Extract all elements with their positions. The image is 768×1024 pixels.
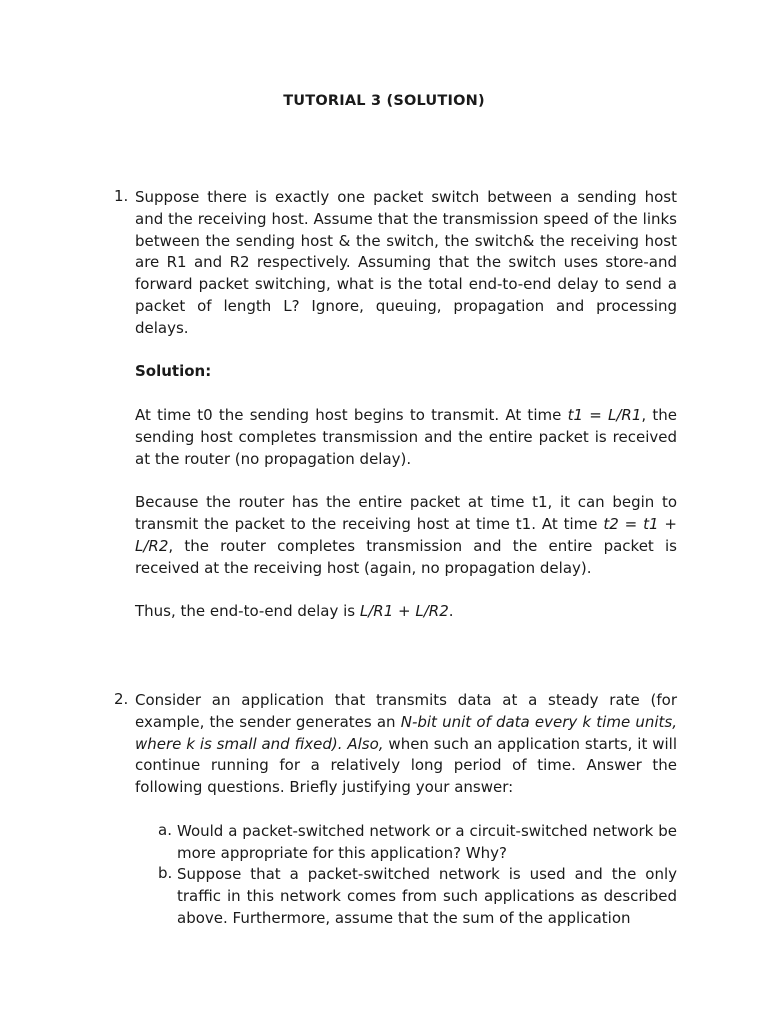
sub-question-a: [158, 821, 677, 865]
solution-text: Because the router has the entire packet at time t1, it can begin to transmit the packet to the receiving host at time t1. At time: [135, 493, 677, 533]
sub-question-text: Suppose that a packet-switched network is used and the only traffic in this network comes from such applications as described above. Furthermore, assume that the sum of the application: [177, 865, 677, 927]
solution-text: , the router completes transmission and the entire packet is received at the receiving host (again, no propagation delay).: [135, 536, 677, 577]
formula: t2 = t1 + L/R2: [135, 514, 677, 555]
sub-question-list: [135, 821, 677, 930]
question-text-italic: N-bit unit of data every k time units, where k is small and fixed). Also,: [135, 712, 677, 753]
question-text: [135, 690, 677, 799]
question-1: [114, 187, 677, 623]
solution-paragraph-3: [135, 601, 677, 623]
solution-paragraph-1: [135, 405, 677, 470]
question-text: Suppose there is exactly one packet switch between a sending host and the receiving host. Assume that the transmission speed of the links between the sending host & the switch, the switch& the receiving host are R1 and R2 respectively. Assuming that the switch uses store-and forward packet switching, what is the total end-to-end delay to send a packet of length L? Ignore, queuing, propagation and processing delays.: [135, 188, 677, 337]
question-number: 2.: [114, 690, 129, 708]
sub-question-b: [158, 864, 677, 929]
formula: t1 = L/R1: [567, 405, 642, 424]
question-body: [135, 690, 677, 930]
solution-text: .: [448, 602, 454, 621]
question-number: 1.: [114, 187, 129, 205]
formula: L/R1 + L/R2: [359, 602, 449, 621]
sub-question-text: Would a packet-switched network or a circuit-switched network be more appropriate for this application? Why?: [177, 821, 677, 862]
sub-question-letter: a.: [158, 820, 172, 839]
solution-text: , the sending host completes transmission and the entire packet is received at the router (no propagation delay).: [135, 405, 678, 468]
solution-paragraph-2: [135, 492, 677, 579]
solution-heading: Solution:: [135, 362, 212, 381]
solution-text: At time t0 the sending host begins to transmit. At time: [135, 405, 568, 424]
question-text-part: when such an application starts, it will continue running for a relatively long period of time. Answer the following questions. Briefly justifying your answer:: [135, 734, 677, 797]
question-body: [135, 187, 677, 623]
sub-question-letter: b.: [158, 864, 173, 883]
question-text-part: Consider an application that transmits data at a steady rate (for example, the sender generates an: [135, 691, 677, 731]
question-2: [114, 690, 677, 930]
solution-text: Thus, the end-to-end delay is: [135, 602, 360, 621]
page-title: TUTORIAL 3 (SOLUTION): [283, 93, 485, 109]
